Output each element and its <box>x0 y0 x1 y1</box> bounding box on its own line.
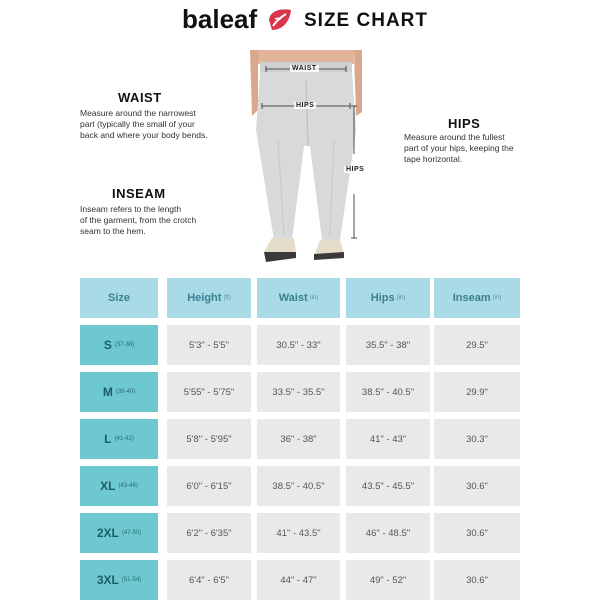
size-label-unit: (43-46) <box>118 483 138 489</box>
waist-text-line: part (typically the small of your <box>80 119 195 129</box>
table-cell-height <box>167 372 251 412</box>
header <box>0 4 600 36</box>
table-header-waist <box>257 278 340 318</box>
size-label <box>80 466 158 506</box>
table-cell-hips <box>346 466 430 506</box>
table-header-size-text: Size <box>107 292 130 304</box>
table-cell-waist-text: 36" - 38" <box>280 433 317 445</box>
size-label-text: XL <box>100 479 116 493</box>
table-cell-waist-text: 38.5" - 40.5" <box>272 480 325 492</box>
hips-title: HIPS <box>448 116 481 131</box>
table-cell-hips <box>346 325 430 365</box>
table-cell-waist-text: 33.5" - 35.5" <box>272 386 325 398</box>
table-cell-waist-text: 41" - 43.5" <box>276 527 321 539</box>
table-header-height-text: Height <box>187 292 222 304</box>
table-cell-waist-text: 44" - 47" <box>280 574 317 586</box>
waist-text-line: Measure around the narrowest <box>80 108 196 118</box>
table-cell-height <box>167 466 251 506</box>
table-cell-inseam-text: 30.6" <box>466 527 488 539</box>
table-cell-inseam-text: 30.6" <box>466 574 488 586</box>
hips-figure-label: HIPS <box>296 102 315 109</box>
table-cell-height <box>167 560 251 600</box>
table-header-height <box>167 278 251 318</box>
table-cell-height-text: 6'4" - 6'5" <box>189 574 229 586</box>
inseam-text-line: of the garment, from the crotch <box>80 215 197 225</box>
inseam-title: INSEAM <box>112 186 166 201</box>
hips-side-label: HIPS <box>346 166 365 173</box>
size-label <box>80 325 158 365</box>
size-label <box>80 560 158 600</box>
table-cell-inseam <box>434 419 520 459</box>
table-cell-hips-text: 41" - 43" <box>369 433 407 445</box>
table-header-inseam <box>434 278 520 318</box>
size-label-unit: (37-38) <box>114 342 135 348</box>
hips-description <box>404 132 574 165</box>
table-cell-hips <box>346 419 430 459</box>
table-cell-waist-text: 30.5" - 33" <box>276 339 321 351</box>
size-label-text: 3XL <box>96 573 119 587</box>
table-cell-hips <box>346 560 430 600</box>
table-header-inseam-unit: (in) <box>492 295 502 301</box>
table-cell-height-text: 6'2" - 6'35" <box>186 527 232 539</box>
table-cell-inseam-text: 30.3" <box>466 433 488 445</box>
table-cell-inseam <box>434 466 520 506</box>
table-cell-inseam-text: 30.6" <box>466 480 488 492</box>
size-label-text: S <box>103 338 112 352</box>
table-cell-waist <box>257 513 340 553</box>
table-cell-inseam-text: 29.9" <box>466 386 488 398</box>
table-cell-waist <box>257 419 340 459</box>
inseam-description <box>80 204 240 237</box>
hips-text-line: Measure around the fullest <box>404 132 505 142</box>
table-cell-hips-text: 38.5" - 40.5" <box>361 386 415 398</box>
size-label-unit: (51-54) <box>121 577 142 583</box>
waist-text-line: back and where your body bends. <box>80 130 208 140</box>
brand-name: baleaf <box>182 4 258 34</box>
table-header-hips-text: Hips <box>370 292 395 304</box>
table-cell-height-text: 5'8" - 5'95" <box>186 433 232 445</box>
table-cell-height-text: 5'55" - 5'75" <box>183 386 235 398</box>
table-cell-inseam <box>434 372 520 412</box>
table-cell-waist <box>257 560 340 600</box>
table-cell-inseam <box>434 325 520 365</box>
size-label-unit: (41-42) <box>114 436 134 442</box>
table-cell-height-text: 5'3" - 5'5" <box>189 339 229 351</box>
size-label <box>80 513 158 553</box>
table-cell-hips-text: 46" - 48.5" <box>365 527 411 539</box>
table-header-hips <box>346 278 430 318</box>
table-cell-waist <box>257 466 340 506</box>
table-cell-hips-text: 35.5" - 38" <box>365 339 411 351</box>
table-cell-hips <box>346 513 430 553</box>
hips-text-line: tape horizontal. <box>404 154 463 164</box>
size-label-unit: (39-40) <box>115 389 136 395</box>
waist-figure-label: WAIST <box>292 65 317 72</box>
table-cell-height-text: 6'0" - 6'15" <box>186 480 232 492</box>
table-header-waist-unit: (in) <box>309 295 319 301</box>
table-cell-inseam <box>434 560 520 600</box>
table-header-hips-unit: (in) <box>396 295 406 301</box>
hips-text-line: part of your hips, keeping the <box>404 143 514 153</box>
size-label <box>80 419 158 459</box>
table-cell-hips-text: 43.5" - 45.5" <box>361 480 415 492</box>
table-cell-height <box>167 325 251 365</box>
table-cell-inseam <box>434 513 520 553</box>
table-cell-hips-text: 49" - 52" <box>369 574 407 586</box>
size-label-unit: (47-50) <box>121 530 142 536</box>
table-header-inseam-text: Inseam <box>452 292 491 304</box>
table-header-waist-text: Waist <box>278 292 308 304</box>
size-label-text: 2XL <box>96 526 119 540</box>
waist-description <box>80 108 240 141</box>
inseam-text-line: Inseam refers to the length <box>80 204 182 214</box>
inseam-text-line: seam to the hem. <box>80 226 146 236</box>
leaf-logo-icon <box>266 6 294 34</box>
size-label <box>80 372 158 412</box>
waist-title: WAIST <box>118 90 162 105</box>
table-cell-height <box>167 513 251 553</box>
table-cell-height <box>167 419 251 459</box>
size-label-text: L <box>104 432 112 446</box>
table-header-height-unit: (ft) <box>223 295 231 301</box>
table-cell-inseam-text: 29.5" <box>466 339 488 351</box>
table-cell-hips <box>346 372 430 412</box>
table-header-size <box>80 278 158 318</box>
size-label-text: M <box>102 385 113 399</box>
table-cell-waist <box>257 325 340 365</box>
table-cell-waist <box>257 372 340 412</box>
page-title: SIZE CHART <box>304 10 428 31</box>
